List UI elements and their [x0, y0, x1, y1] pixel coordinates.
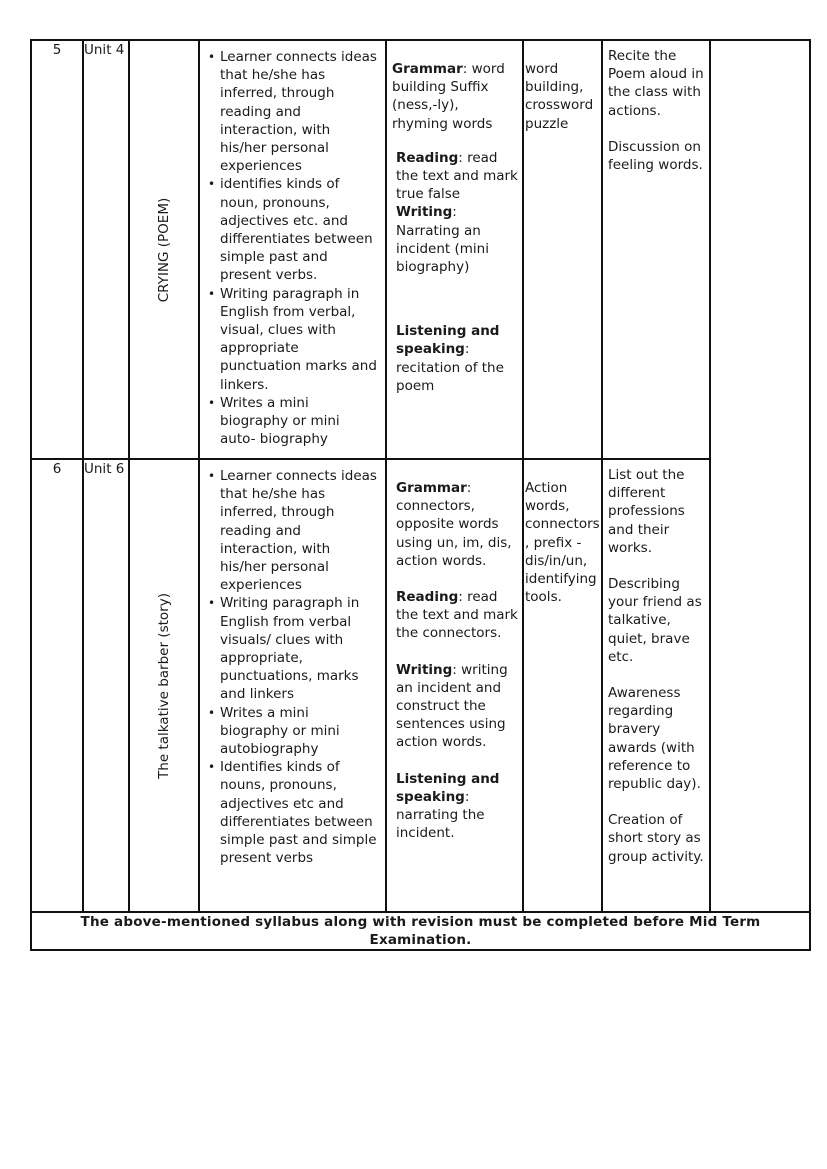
activity-item: Describing your friend as talkative, quiet, brave etc.: [608, 576, 702, 665]
outcome-item: • Writing paragraph in English from verbal visuals/ clues with appropriate, punctuations, marks and linkers: [220, 594, 379, 703]
writing-text: : writing an incident and construct the sentences using action words.: [396, 661, 508, 751]
syllabus-table: [30, 39, 811, 951]
remarks-cell: [710, 40, 810, 912]
listening-text: : narrating the incident.: [396, 788, 485, 842]
learning-outcomes: [199, 40, 386, 459]
activity-item: Discussion on feeling words.: [608, 138, 703, 174]
unit-label: Unit 6: [83, 459, 129, 912]
outcome-item: • Learner connects ideas that he/she has inferred, through reading and interaction, with his/her personal experiences: [220, 48, 379, 175]
activities-cell: [602, 459, 710, 912]
footer-note: The above-mentioned syllabus along with revision must be completed before Mid Term Examination.: [31, 912, 810, 950]
writing-label: Writing: [396, 661, 453, 678]
serial-number: 6: [31, 459, 83, 912]
outcome-item: • Writes a mini biography or mini autobiography: [220, 704, 379, 759]
outcome-item: • Learner connects ideas that he/she has inferred, through reading and interaction, with his/her personal experiences: [220, 467, 379, 594]
chapter-title: CRYING (POEM): [155, 197, 172, 302]
serial-number: 5: [31, 40, 83, 459]
keywords-cell: [523, 459, 602, 912]
reading-text: : read the text and mark the connectors.: [396, 589, 518, 642]
activity-item: Awareness regarding bravery awards (with reference to republic day).: [608, 685, 701, 793]
activity-item: List out the different professions and their works.: [608, 467, 685, 556]
footer-row: [31, 912, 810, 950]
reading-label: Reading: [396, 149, 459, 166]
unit-label: Unit 4: [83, 40, 129, 459]
outcome-item: • identifies kinds of noun, pronouns, adjectives etc. and differentiates between simple past and present verbs.: [220, 175, 379, 284]
chapter-title: The talkative barber (story): [155, 592, 172, 779]
skills-cell: [386, 459, 523, 912]
grammar-text: : connectors, opposite words using un, im, dis, action words.: [396, 480, 512, 569]
activity-item: Creation of short story as group activity.: [608, 812, 704, 865]
outcome-item: • Identifies kinds of nouns, pronouns, adjectives etc and differentiates between simple past and simple present verbs: [220, 758, 379, 867]
listening-label: Listening and speaking: [396, 770, 500, 805]
keywords-text: word building, crossword puzzle: [525, 61, 594, 132]
listening-text: : recitation of the poem: [396, 341, 504, 394]
activities-cell: [602, 40, 710, 459]
grammar-label: Grammar: [392, 61, 463, 77]
skills-cell: [386, 40, 523, 459]
reading-text: : read the text and mark true false: [396, 149, 518, 203]
grammar-label: Grammar: [396, 480, 467, 496]
outcome-item: • Writing paragraph in English from verbal, visual, clues with appropriate punctuation marks and linkers.: [220, 285, 379, 394]
activity-item: Recite the Poem aloud in the class with actions.: [608, 48, 704, 119]
table-row: [31, 40, 810, 459]
chapter-title-cell: [129, 459, 199, 912]
keywords-text: Action words, connectors , prefix - dis/in/un, identifying tools.: [525, 480, 600, 606]
outcome-item: • Writes a mini biography or mini auto- biography: [220, 394, 379, 449]
grammar-text: : word building Suffix (ness,-ly), rhyming words: [392, 61, 505, 132]
listening-label: Listening and speaking: [396, 323, 500, 358]
keywords-cell: [523, 40, 602, 459]
chapter-title-cell: [129, 40, 199, 459]
learning-outcomes: [199, 459, 386, 912]
table-row: [31, 459, 810, 912]
writing-text: : Narrating an incident (mini biography): [396, 204, 489, 276]
writing-label: Writing: [396, 204, 453, 221]
reading-label: Reading: [396, 589, 459, 606]
